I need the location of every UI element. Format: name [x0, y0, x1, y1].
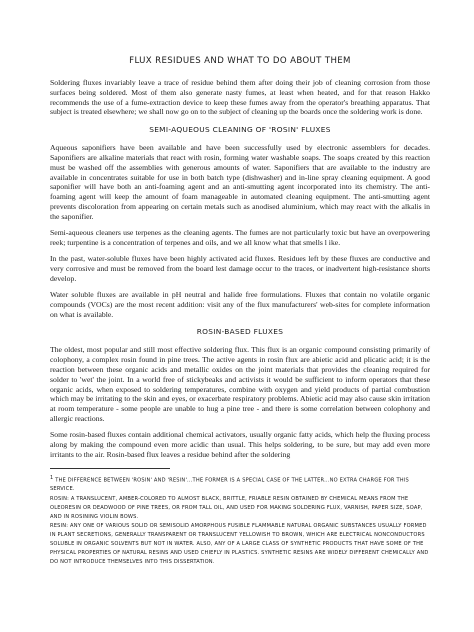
- intro-paragraph: Soldering fluxes invariably leave a trace of residue behind them after doing their job of cleaning corrosion from those surfaces being soldered. Most of them also generate nasty fumes, at least when heated, and for that reason Hakko recommends the use of a fume-extraction device to keep these fumes away from the operator's breathing apparatus. That subject is treated elsewhere; we shall now go on to the subject of cleaning up the boards once the soldering work is done.: [50, 78, 430, 117]
- section-title-semi-aqueous: SEMI-AQUEOUS CLEANING OF 'ROSIN' FLUXES: [149, 125, 331, 135]
- saponifiers-paragraph: Aqueous saponifiers have been available and have been successfully used by electronic assemblers for decades. Saponifiers are alkaline materials that react with rosin, forming water washable soaps. The soaps created by this reaction must be washed off the assemblies with generous amounts of water. Saponifiers that are available to the industry are available in concentrates suitable for use in both batch type (dishwasher) and in-line spray cleaning equipment. A good saponifier will have both an anti-foaming agent and an anti-smutting agent incorporated into its chemistry. The anti-foaming agent will keep the amount of foam manageable in automated cleaning equipment. The anti-smutting agent prevents discoloration from appearing on certain metals such as anodised aluminium, which may react with the alkalis in the saponifier.: [50, 143, 430, 221]
- voc-paragraph: Water soluble fluxes are available in pH neutral and halide free formulations. Fluxes that contain no volatile organic compounds (VOCs) are the most recent addition: visit any of the flux manufacturers' web-sites for complete information on what is available.: [50, 290, 430, 319]
- activators-paragraph: Some rosin-based fluxes contain additional chemical activators, usually organic fatty acids, which help the fluxing process along by making the compound even more acidic than usual. This helps soldering, to be sure, but may add even more irritants to the air. Rosin-based flux leaves a residue behind after the soldering: [50, 430, 430, 459]
- footnote-resin-definition: RESIN: ANY ONE OF VARIOUS SOLID OR SEMISOLID AMORPHOUS FUSIBLE FLAMMABLE NATURAL ORGANIC SUBSTANCES USUALLY FORMED IN PLANT SECRETIONS, GENERALLY TRANSPARENT OR TRANSLUCENT YELLOWISH TO BROWN, WHICH ARE ELECTRICAL NONCONDUCTORS SOLUBLE IN ORGANIC SOLVENTS BUT NOT IN WATER. ALSO, ANY OF A LARGE CLASS OF SYNTHETIC PRODUCTS THAT HAVE SOME OF THE PHYSICAL PROPERTIES OF NATURAL RESINS AND USED CHIEFLY IN PLASTICS. SYNTHETIC RESINS ARE WIDELY DIFFERENT CHEMICALLY AND DO NOT INTRODUCE THEMSELVES INTO THIS DISSERTATION.: [50, 522, 429, 566]
- footnote-rosin-definition: ROSIN: A TRANSLUCENT, AMBER-COLORED TO ALMOST BLACK, BRITTLE, FRIABLE RESIN OBTAINED BY CHEMICAL MEANS FROM THE OLEORESIN OR DEADWOOD OF PINE TREES, OR FROM TALL OIL, AND USED FOR MAKING SOLDERING FLUX, VARNISH, PAPER SIZE, SOAP, AND IN ROSINING VIOLIN BOWS.: [50, 495, 423, 520]
- section-title-rosin-based: ROSIN-BASED FLUXES: [196, 327, 284, 337]
- rosin-flux-paragraph: The oldest, most popular and still most effective soldering flux. This flux is an organic compound consisting primarily of colophony, a complex rosin found in pine trees. The active agents in rosin flux are abietic acid and plicatic acid; it is the reaction between these organic acids and metallic oxides on the joint materials that provides the cleaning required for solder to 'wet' the joint. In a world free of stickybeaks and activists it would be sufficient to inform operators that these organic acids, when exposed to soldering temperatures, combine with oxygen and yield products of partial combustion which may be irritating to the skin and eyes, or exacerbate respiratory problems. Abietic acid may also cause skin irritation at room temperature - some people are unable to hug a pine tree - and there is some correlation between colophony and allergic reactions.: [50, 345, 430, 424]
- footnote-1: [50, 474, 430, 495]
- water-soluble-paragraph: In the past, water-soluble fluxes have been highly activated acid fluxes. Residues left by these fluxes are conductive and very corrosive and must be removed from the board lest damage occur to the traces, or inadvertent high-resistance shorts develop.: [50, 254, 430, 283]
- footnote-1-text: THE DIFFERENCE BETWEEN 'ROSIN' AND 'RESIN'...THE FORMER IS A SPECIAL CASE OF THE LATTER...NO EXTRA CHARGE FOR THIS SERVICE.: [50, 477, 409, 493]
- terpenes-paragraph: Semi-aqueous cleaners use terpenes as the cleaning agents. The fumes are not particularly toxic but have an overpowering reek; turpentine is a concentration of terpenes and oils, and we all know what that smells l ike.: [50, 228, 430, 247]
- footnote-divider: [50, 468, 170, 469]
- footnotes: [50, 474, 430, 568]
- page-title: FLUX RESIDUES AND WHAT TO DO ABOUT THEM: [129, 56, 351, 66]
- footnote-number: 1: [50, 474, 54, 481]
